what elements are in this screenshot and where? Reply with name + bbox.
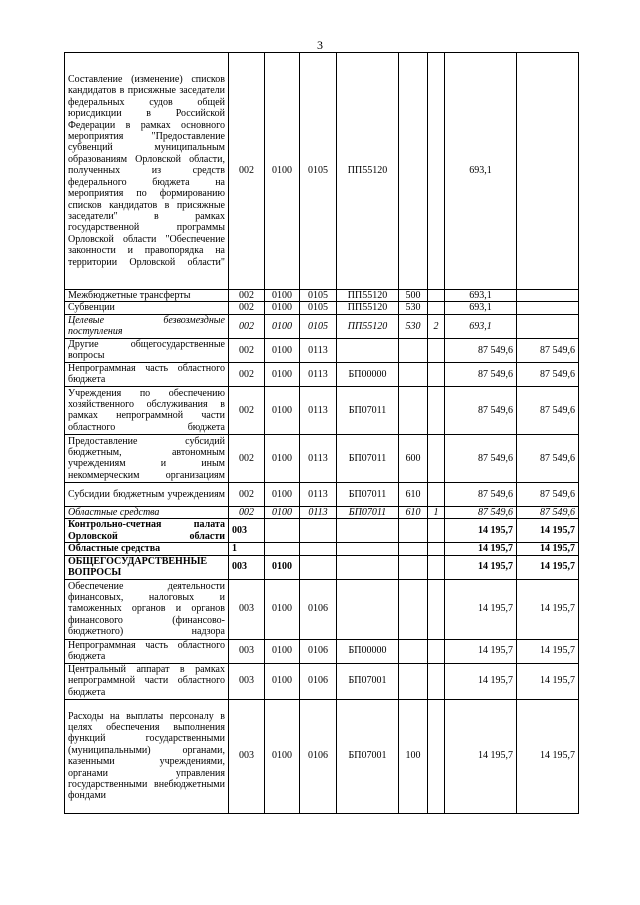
cell-source <box>428 519 445 543</box>
cell-sum-2: 14 195,7 <box>517 519 579 543</box>
cell-sum-2: 87 549,6 <box>517 362 579 386</box>
cell-expense-type: 500 <box>399 290 428 302</box>
cell-sum-1: 693,1 <box>445 302 517 314</box>
cell-sum-2: 87 549,6 <box>517 386 579 434</box>
cell-expense-type <box>399 519 428 543</box>
cell-source <box>428 434 445 482</box>
cell-grbs: 002 <box>229 53 265 290</box>
cell-subsection: 0106 <box>300 639 337 663</box>
table-row <box>65 506 579 518</box>
cell-target-article: БП00000 <box>337 362 399 386</box>
row-name: Предоставление субсидий бюджетным, автономным учреждениям и иным некоммерческим организациям <box>65 434 229 482</box>
cell-sum-1: 14 195,7 <box>445 519 517 543</box>
page-number: 3 <box>317 38 323 52</box>
cell-source <box>428 302 445 314</box>
cell-grbs: 002 <box>229 434 265 482</box>
cell-grbs: 002 <box>229 482 265 506</box>
cell-source: 1 <box>428 506 445 518</box>
row-name: Обеспечение деятельности финансовых, налоговых и таможенных органов и органов финансового (финансово-бюджетного) надзора <box>65 579 229 639</box>
cell-subsection: 0105 <box>300 53 337 290</box>
cell-source: 2 <box>428 314 445 338</box>
row-name: Контрольно-счетная палата Орловской области <box>65 519 229 543</box>
cell-sum-2: 87 549,6 <box>517 338 579 362</box>
cell-sum-2: 14 195,7 <box>517 639 579 663</box>
cell-subsection: 0106 <box>300 663 337 699</box>
cell-sum-2: 14 195,7 <box>517 579 579 639</box>
cell-sum-2: 14 195,7 <box>517 699 579 813</box>
cell-sum-1: 87 549,6 <box>445 482 517 506</box>
cell-section: 0100 <box>265 639 300 663</box>
cell-section: 0100 <box>265 663 300 699</box>
cell-source <box>428 482 445 506</box>
cell-sum-2: 87 549,6 <box>517 434 579 482</box>
cell-target-article <box>337 555 399 579</box>
cell-expense-type: 600 <box>399 434 428 482</box>
cell-expense-type <box>399 362 428 386</box>
cell-target-article: ПП55120 <box>337 53 399 290</box>
row-name: Областные средства <box>65 506 229 518</box>
cell-subsection: 0113 <box>300 506 337 518</box>
cell-expense-type: 530 <box>399 314 428 338</box>
cell-sum-1: 693,1 <box>445 53 517 290</box>
cell-source <box>428 53 445 290</box>
cell-target-article <box>337 519 399 543</box>
table-row <box>65 639 579 663</box>
cell-grbs: 002 <box>229 338 265 362</box>
cell-sum-1: 87 549,6 <box>445 338 517 362</box>
cell-sum-1: 14 195,7 <box>445 555 517 579</box>
row-name: Субвенции <box>65 302 229 314</box>
row-name: Учреждения по обеспечению хозяйственного обслуживания в рамках непрограммной части областного бюджета <box>65 386 229 434</box>
table-row <box>65 362 579 386</box>
cell-section: 0100 <box>265 386 300 434</box>
cell-section: 0100 <box>265 579 300 639</box>
cell-grbs: 002 <box>229 362 265 386</box>
table-row <box>65 290 579 302</box>
row-name: Целевые безвозмездные поступления <box>65 314 229 338</box>
cell-expense-type: 100 <box>399 699 428 813</box>
cell-source <box>428 290 445 302</box>
cell-section: 0100 <box>265 555 300 579</box>
cell-source <box>428 555 445 579</box>
cell-expense-type <box>399 53 428 290</box>
cell-grbs: 003 <box>229 663 265 699</box>
cell-expense-type <box>399 338 428 362</box>
cell-target-article: БП07011 <box>337 506 399 518</box>
cell-sum-1: 87 549,6 <box>445 506 517 518</box>
cell-target-article <box>337 579 399 639</box>
table-row <box>65 53 579 290</box>
cell-subsection: 0113 <box>300 434 337 482</box>
cell-target-article: ПП55120 <box>337 290 399 302</box>
cell-source <box>428 386 445 434</box>
cell-section: 0100 <box>265 506 300 518</box>
cell-sum-1: 87 549,6 <box>445 386 517 434</box>
cell-section: 0100 <box>265 338 300 362</box>
table-row <box>65 519 579 543</box>
cell-target-article: ПП55120 <box>337 314 399 338</box>
cell-target-article <box>337 338 399 362</box>
cell-expense-type <box>399 579 428 639</box>
cell-sum-2 <box>517 53 579 290</box>
row-name: Составление (изменение) списков кандидатов в присяжные заседатели федеральных судов общей юрисдикции в Российской Федерации в рамках основного мероприятия "Предоставление субвенций муниципальным образованиям Орловской области, полученных из средств федерального бюджета на мероприятия по формированию списков кандидатов в присяжные заседатели" в рамках государственной программы Орловской области "Обеспечение законности и правопорядка на территории Орловской области" <box>65 53 229 290</box>
cell-sum-1: 14 195,7 <box>445 579 517 639</box>
cell-expense-type <box>399 663 428 699</box>
cell-target-article: БП07011 <box>337 482 399 506</box>
budget-table <box>64 52 579 814</box>
cell-sum-1: 87 549,6 <box>445 434 517 482</box>
cell-target-article <box>337 543 399 555</box>
cell-subsection: 0105 <box>300 302 337 314</box>
cell-target-article: ПП55120 <box>337 302 399 314</box>
table-row <box>65 579 579 639</box>
cell-target-article: БП07001 <box>337 663 399 699</box>
cell-grbs: 003 <box>229 579 265 639</box>
cell-source <box>428 639 445 663</box>
cell-expense-type <box>399 639 428 663</box>
table-row <box>65 543 579 555</box>
cell-sum-2: 14 195,7 <box>517 663 579 699</box>
cell-grbs: 003 <box>229 699 265 813</box>
cell-section: 0100 <box>265 482 300 506</box>
cell-source <box>428 663 445 699</box>
row-name: Непрограммная часть областного бюджета <box>65 639 229 663</box>
cell-subsection <box>300 555 337 579</box>
cell-grbs: 003 <box>229 639 265 663</box>
cell-expense-type: 610 <box>399 506 428 518</box>
cell-section: 0100 <box>265 362 300 386</box>
cell-target-article: БП07001 <box>337 699 399 813</box>
cell-grbs: 003 <box>229 555 265 579</box>
cell-expense-type <box>399 543 428 555</box>
row-name: Областные средства <box>65 543 229 555</box>
cell-section: 0100 <box>265 302 300 314</box>
cell-sum-1: 14 195,7 <box>445 639 517 663</box>
table-row <box>65 338 579 362</box>
table-row <box>65 482 579 506</box>
cell-section <box>265 519 300 543</box>
cell-grbs: 003 <box>229 519 265 543</box>
table-row <box>65 314 579 338</box>
cell-sum-2 <box>517 314 579 338</box>
cell-subsection: 0113 <box>300 482 337 506</box>
cell-subsection: 0113 <box>300 338 337 362</box>
cell-sum-2: 14 195,7 <box>517 555 579 579</box>
cell-source <box>428 338 445 362</box>
cell-target-article: БП07011 <box>337 386 399 434</box>
cell-section: 0100 <box>265 699 300 813</box>
cell-sum-1: 14 195,7 <box>445 543 517 555</box>
cell-expense-type <box>399 386 428 434</box>
cell-source <box>428 362 445 386</box>
table-row <box>65 386 579 434</box>
cell-target-article: БП07011 <box>337 434 399 482</box>
cell-expense-type: 610 <box>399 482 428 506</box>
cell-sum-1: 87 549,6 <box>445 362 517 386</box>
cell-expense-type <box>399 555 428 579</box>
row-name: Межбюджетные трансферты <box>65 290 229 302</box>
cell-target-article: БП00000 <box>337 639 399 663</box>
cell-grbs: 002 <box>229 386 265 434</box>
cell-grbs: 1 <box>229 543 265 555</box>
cell-section: 0100 <box>265 53 300 290</box>
cell-sum-2: 87 549,6 <box>517 506 579 518</box>
cell-expense-type: 530 <box>399 302 428 314</box>
cell-subsection <box>300 543 337 555</box>
cell-sum-1: 14 195,7 <box>445 663 517 699</box>
cell-subsection: 0105 <box>300 290 337 302</box>
cell-grbs: 002 <box>229 290 265 302</box>
table-row <box>65 699 579 813</box>
table-row <box>65 302 579 314</box>
cell-subsection: 0105 <box>300 314 337 338</box>
row-name: Непрограммная часть областного бюджета <box>65 362 229 386</box>
cell-sum-2 <box>517 290 579 302</box>
row-name: Субсидии бюджетным учреждениям <box>65 482 229 506</box>
row-name: Центральный аппарат в рамках непрограммной части областного бюджета <box>65 663 229 699</box>
cell-subsection <box>300 519 337 543</box>
cell-sum-1: 693,1 <box>445 314 517 338</box>
cell-subsection: 0106 <box>300 699 337 813</box>
cell-section: 0100 <box>265 434 300 482</box>
cell-subsection: 0106 <box>300 579 337 639</box>
table-row <box>65 663 579 699</box>
cell-grbs: 002 <box>229 506 265 518</box>
cell-sum-1: 693,1 <box>445 290 517 302</box>
table-row <box>65 555 579 579</box>
table-row <box>65 434 579 482</box>
row-name: Расходы на выплаты персоналу в целях обеспечения выполнения функций государственными (муниципальными) органами, казенными учреждениями, органами управления государственными внебюджетными фондами <box>65 699 229 813</box>
cell-subsection: 0113 <box>300 362 337 386</box>
cell-grbs: 002 <box>229 302 265 314</box>
cell-grbs: 002 <box>229 314 265 338</box>
cell-sum-1: 14 195,7 <box>445 699 517 813</box>
cell-section <box>265 543 300 555</box>
cell-source <box>428 579 445 639</box>
cell-section: 0100 <box>265 314 300 338</box>
cell-source <box>428 699 445 813</box>
cell-subsection: 0113 <box>300 386 337 434</box>
cell-sum-2: 14 195,7 <box>517 543 579 555</box>
cell-sum-2 <box>517 302 579 314</box>
cell-sum-2: 87 549,6 <box>517 482 579 506</box>
row-name: ОБЩЕГОСУДАРСТВЕННЫЕ ВОПРОСЫ <box>65 555 229 579</box>
cell-source <box>428 543 445 555</box>
cell-section: 0100 <box>265 290 300 302</box>
row-name: Другие общегосударственные вопросы <box>65 338 229 362</box>
